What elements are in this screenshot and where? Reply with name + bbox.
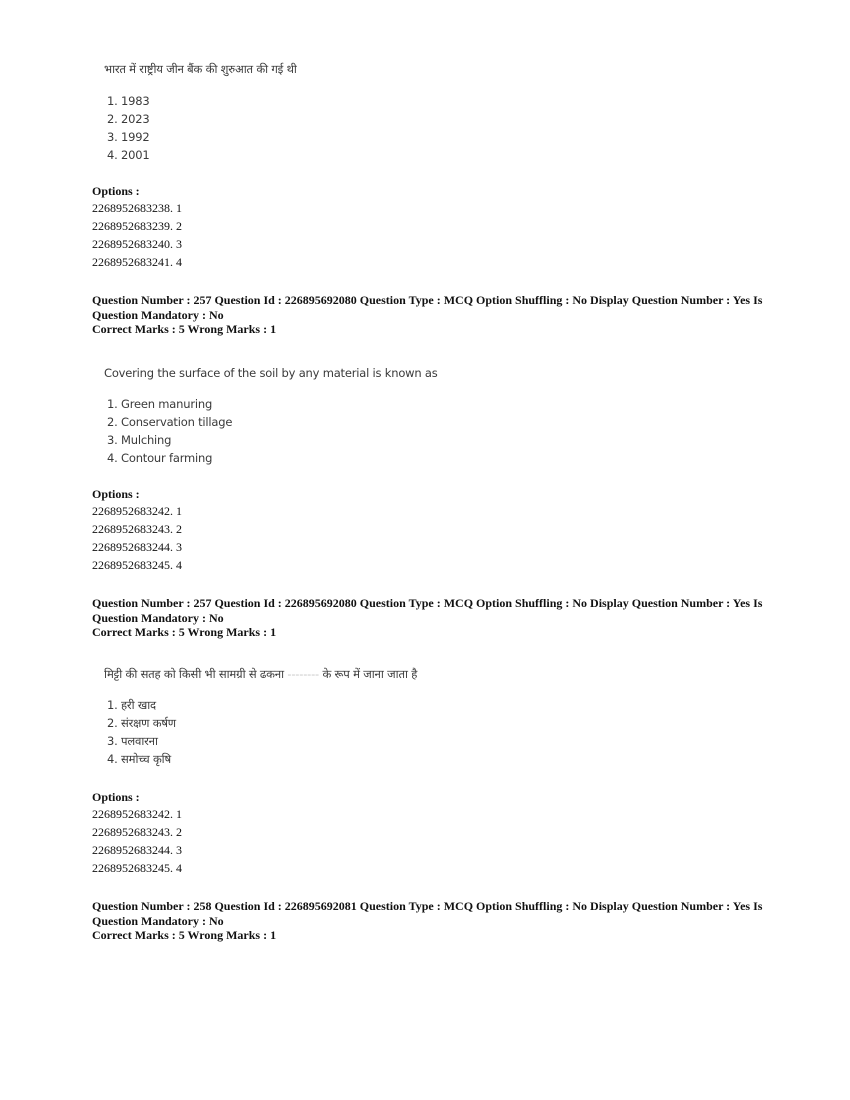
options-label-1: Options :: [92, 184, 140, 198]
choice-item: 4. समोच्च कृषि: [107, 752, 172, 766]
question-meta-line: Question Number : 257 Question Id : 226895692080 Question Type : MCQ Option Shuffling : No Display Question Number : Yes Is: [92, 596, 763, 610]
choice-item: 4. 2001: [107, 148, 150, 162]
choice-item: 3. पलवारना: [107, 734, 158, 748]
choice-item: 2. संरक्षण कर्षण: [107, 716, 176, 730]
options-label-3: Options :: [92, 790, 140, 804]
option-item: 2268952683244. 3: [92, 540, 182, 554]
question-meta-3: [92, 899, 772, 943]
choice-item: 2. Conservation tillage: [107, 415, 233, 429]
question-meta-2: [92, 596, 772, 640]
choice-item: 3. 1992: [107, 130, 150, 144]
choice-item: 1. 1983: [107, 94, 150, 108]
option-item: 2268952683239. 2: [92, 219, 182, 233]
options-label-2: Options :: [92, 487, 140, 501]
option-item: 2268952683242. 1: [92, 504, 182, 518]
question-mandatory-line: Question Mandatory : No: [92, 610, 224, 625]
blank-dashes: --------: [287, 667, 319, 681]
question-text-hindi-3: [104, 667, 417, 682]
question-text-hindi-1: भारत में राष्ट्रीय जीन बैंक की शुरुआत की गई थी: [104, 62, 297, 76]
question-text-english-2: Covering the surface of the soil by any material is known as: [104, 366, 438, 380]
question-mandatory-line: Question Mandatory : No: [92, 307, 224, 322]
question-text-start: मिट्टी की सतह को किसी भी सामग्री से ढकना: [104, 667, 284, 681]
choice-item: 1. Green manuring: [107, 397, 213, 411]
question-mandatory-line: Question Mandatory : No: [92, 913, 224, 928]
choice-item: 3. Mulching: [107, 433, 172, 447]
option-item: 2268952683243. 2: [92, 825, 182, 839]
question-choices-2: [107, 395, 232, 467]
option-item: 2268952683245. 4: [92, 558, 182, 572]
question-meta-line: Question Number : 257 Question Id : 226895692080 Question Type : MCQ Option Shuffling : No Display Question Number : Yes Is: [92, 293, 763, 307]
marks-line: Correct Marks : 5 Wrong Marks : 1: [92, 928, 277, 942]
question-meta-1: [92, 293, 772, 337]
option-item: 2268952683241. 4: [92, 255, 182, 269]
options-list-1: [92, 199, 182, 271]
option-item: 2268952683245. 4: [92, 861, 182, 875]
options-list-2: [92, 502, 182, 574]
option-item: 2268952683242. 1: [92, 807, 182, 821]
question-text-end: के रूप में जाना जाता है: [322, 667, 418, 681]
option-item: 2268952683240. 3: [92, 237, 182, 251]
options-list-3: [92, 805, 182, 877]
option-item: 2268952683243. 2: [92, 522, 182, 536]
choice-item: 4. Contour farming: [107, 451, 213, 465]
marks-line: Correct Marks : 5 Wrong Marks : 1: [92, 625, 277, 639]
question-choices-3: [107, 696, 176, 768]
option-item: 2268952683238. 1: [92, 201, 182, 215]
marks-line: Correct Marks : 5 Wrong Marks : 1: [92, 322, 277, 336]
choice-item: 1. हरी खाद: [107, 698, 156, 712]
choice-item: 2. 2023: [107, 112, 150, 126]
option-item: 2268952683244. 3: [92, 843, 182, 857]
question-meta-line: Question Number : 258 Question Id : 226895692081 Question Type : MCQ Option Shuffling : No Display Question Number : Yes Is: [92, 899, 763, 913]
question-choices-1: [107, 92, 150, 164]
